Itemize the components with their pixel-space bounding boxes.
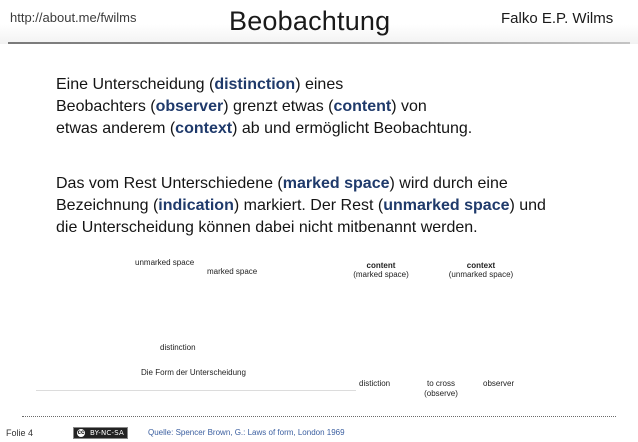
label-observe: (observe)	[424, 389, 458, 398]
label-observer: observer	[483, 379, 515, 388]
license-badge[interactable]	[73, 427, 128, 439]
paragraph-line	[56, 74, 616, 96]
divider-rule	[36, 390, 356, 391]
paragraph-line	[56, 217, 616, 239]
source-citation: Quelle: Spencer Brown, G.: Laws of form, London 1969	[148, 428, 345, 437]
text-run: die Unterscheidung können dabei nicht mitbenannt werden.	[56, 219, 478, 236]
text-run: ) von	[391, 98, 427, 115]
label-unmarked-space: unmarked space	[135, 258, 195, 267]
text-run: Bezeichnung (	[56, 197, 159, 214]
term-indication: indication	[158, 197, 234, 214]
text-run: ) ab und ermöglicht Beobachtung.	[232, 120, 473, 137]
creative-commons-icon: cc	[77, 430, 85, 436]
paragraph-line	[56, 118, 616, 140]
paragraph-marked-space	[56, 173, 616, 239]
text-run: ) eines	[295, 76, 344, 93]
label-to-cross: to cross	[426, 379, 455, 388]
term-marked-space: marked space	[282, 175, 390, 192]
label-content-sub: (marked space)	[353, 270, 409, 279]
term-unmarked-space: unmarked space	[383, 197, 510, 214]
text-run: Beobachters (	[56, 98, 156, 115]
slide-title: Beobachtung	[229, 6, 391, 36]
text-run: ) grenzt etwas (	[223, 98, 334, 115]
slide-header	[0, 0, 638, 44]
label-distiction: distiction	[359, 379, 391, 388]
text-run: ) markiert. Der Rest (	[233, 197, 384, 214]
header-divider	[8, 42, 630, 44]
license-text: BY-NC-SA	[90, 429, 125, 437]
text-run: etwas anderem (	[56, 120, 176, 137]
paragraph-line	[56, 195, 616, 217]
term-content: content	[333, 98, 392, 115]
term-distinction: distinction	[214, 76, 296, 93]
label-context-sub: (unmarked space)	[448, 270, 514, 279]
text-run: ) wird durch eine	[389, 175, 508, 192]
text-run: Das vom Rest Unterschiedene (	[56, 175, 283, 192]
label-context: context	[466, 261, 496, 270]
header-author: Falko E.P. Wilms	[501, 10, 614, 27]
footer-divider	[22, 416, 616, 417]
text-run: Eine Unterscheidung (	[56, 76, 215, 93]
paragraph-distinction	[56, 74, 616, 140]
label-content: content	[366, 261, 396, 270]
label-distinction: distinction	[160, 343, 196, 352]
paragraph-line	[56, 96, 616, 118]
header-url[interactable]: http://about.me/fwilms	[10, 10, 137, 25]
text-run: ) und	[509, 197, 546, 214]
label-form-caption: Die Form der Unterscheidung	[141, 368, 246, 377]
paragraph-line	[56, 173, 616, 195]
slide-number: Folie 4	[6, 428, 34, 438]
term-observer: observer	[155, 98, 224, 115]
term-context: context	[175, 120, 233, 137]
label-marked-space: marked space	[207, 267, 258, 276]
